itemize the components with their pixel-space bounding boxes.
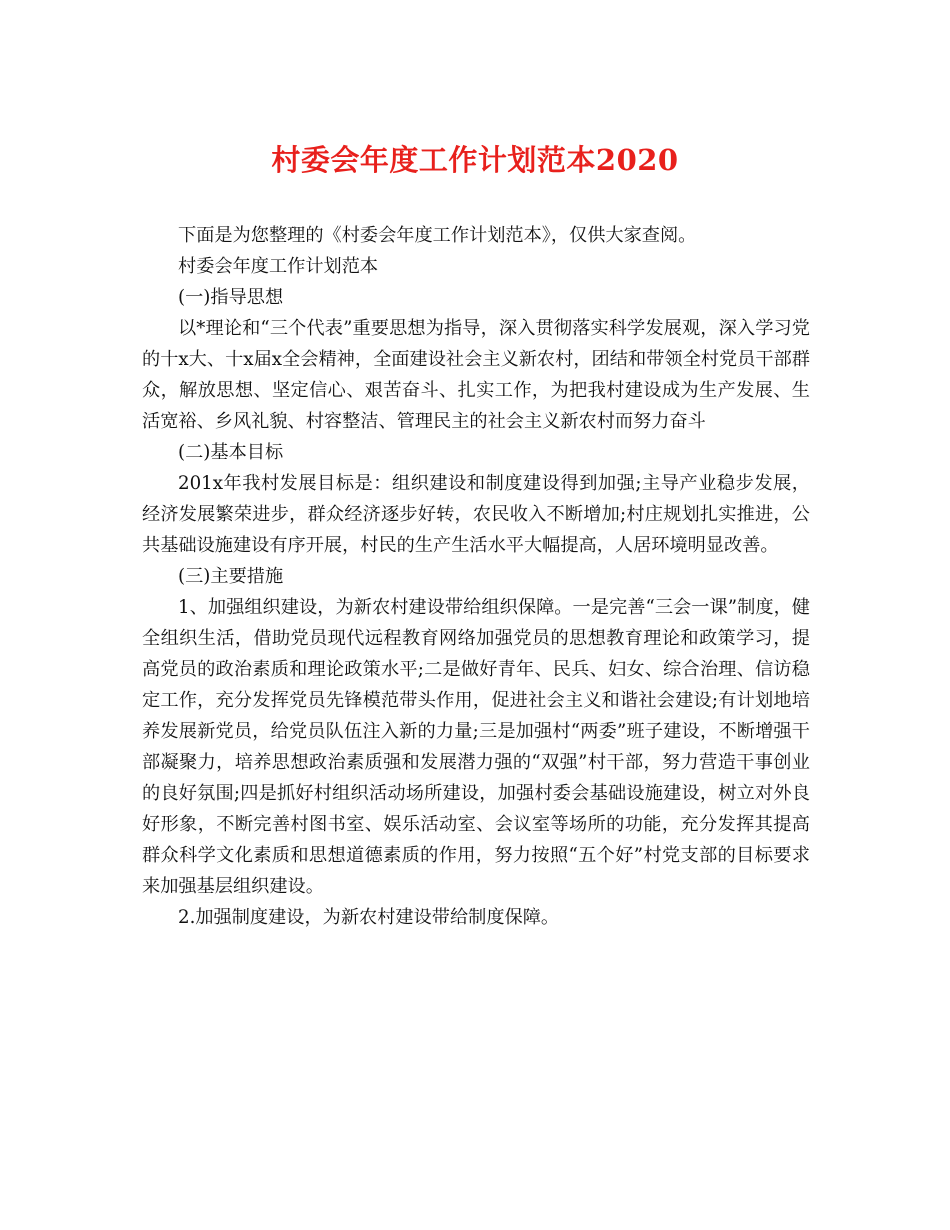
- paragraph-guiding-thought: 以*理论和“三个代表”重要思想为指导，深入贯彻落实科学发展观，深入学习党的十x大、十x届x全会精神，全面建设社会主义新农村，团结和带领全村党员干部群众，解放思想、坚定信心、艰苦奋斗、扎实工作，为把我村建设成为生产发展、生活宽裕、乡风礼貌、村容整洁、管理民主的社会主义新农村而努力奋斗: [142, 318, 810, 432]
- paragraph-basic-goals: 201x年我村发展目标是：组织建设和制度建设得到加强;主导产业稳步发展，经济发展繁荣进步，群众经济逐步好转，农民收入不断增加;村庄规划扎实推进，公共基础设施建设有序开展，村民的生产生活水平大幅提高，人居环境明显改善。: [142, 473, 810, 556]
- section-heading-guiding-thought: (一)指导思想: [178, 287, 284, 308]
- paragraph-measure-2: 2.加强制度建设，为新农村建设带给制度保障。: [178, 907, 560, 928]
- paragraph-measure-1: 1、加强组织建设，为新农村建设带给组织保障。一是完善“三会一课”制度，健全组织生活，借助党员现代远程教育网络加强党员的思想教育理论和政策学习，提高党员的政治素质和理论政策水平;二是做好青年、民兵、妇女、综合治理、信访稳定工作，充分发挥党员先锋模范带头作用，促进社会主义和谐社会建设;有计划地培养发展新党员，给党员队伍注入新的力量;三是加强村“两委”班子建设，不断增强干部凝聚力，培养思想政治素质强和发展潜力强的“双强”村干部，努力营造干事创业的良好氛围;四是抓好村组织活动场所建设，加强村委会基础设施建设，树立对外良好形象，不断完善村图书室、娱乐活动室、会议室等场所的功能，充分发挥其提高群众科学文化素质和思想道德素质的作用，努力按照“五个好”村党支部的目标要求来加强基层组织建设。: [142, 597, 810, 897]
- paragraph-intro: 下面是为您整理的《村委会年度工作计划范本》，仅供大家查阅。: [178, 225, 697, 246]
- section-heading-main-measures: (三)主要措施: [178, 566, 284, 587]
- paragraph-subtitle: 村委会年度工作计划范本: [178, 256, 379, 277]
- document-title: 村委会年度工作计划范本2020: [271, 143, 679, 177]
- document-body: [142, 220, 810, 933]
- section-heading-basic-goals: (二)基本目标: [178, 442, 284, 463]
